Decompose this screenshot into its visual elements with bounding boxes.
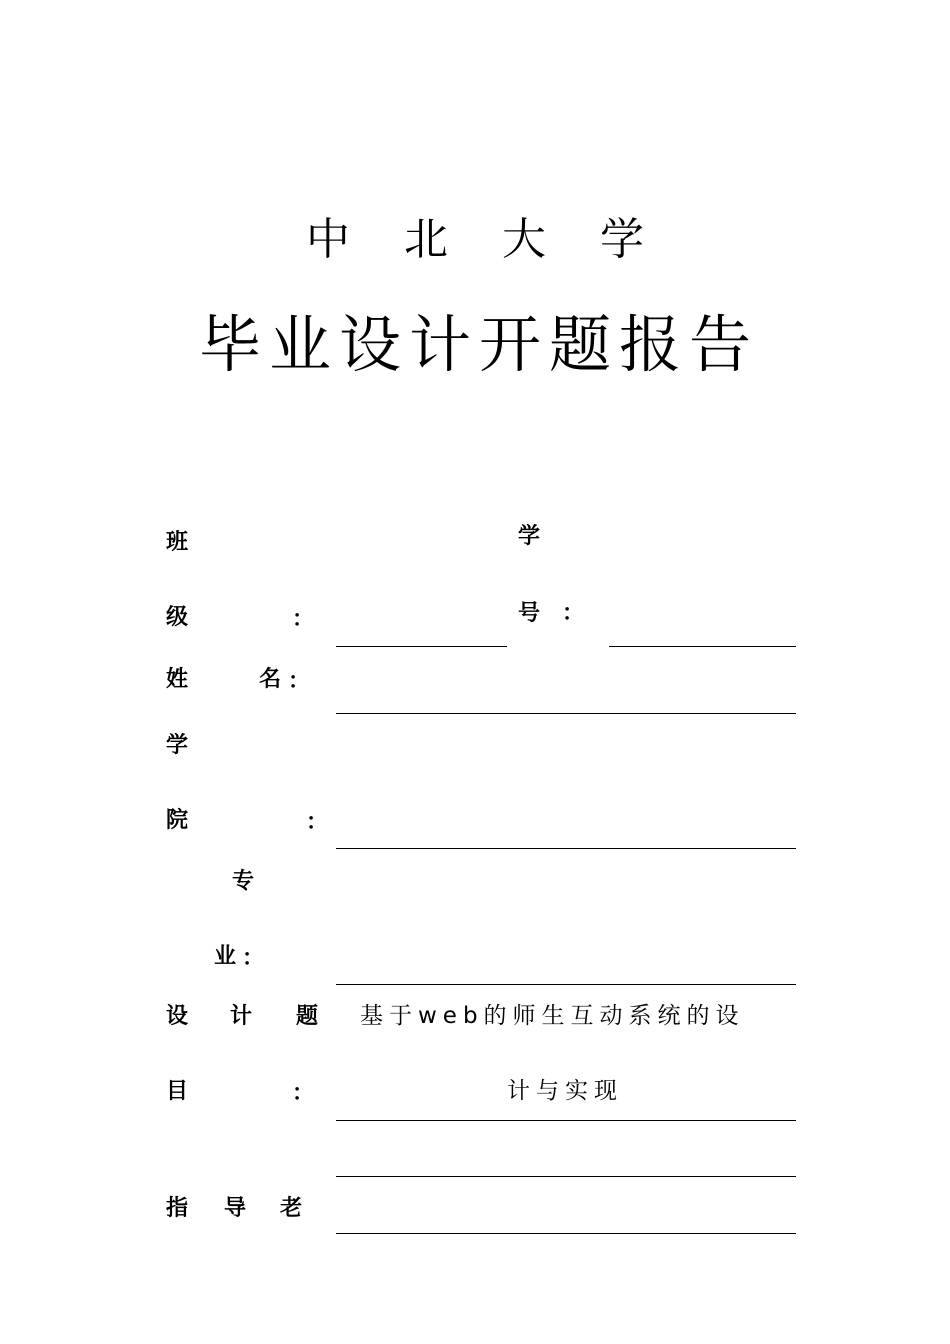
college-label-colon: ： (306, 810, 329, 835)
major-label-char1: 专 (232, 869, 255, 894)
topic-field-line (336, 1120, 796, 1121)
name-label-colon: ： (288, 669, 311, 694)
topic-field-line-extra (336, 1176, 796, 1177)
advisor-label-char1: 指 (166, 1196, 189, 1221)
advisor-label-char2: 导 (224, 1196, 247, 1221)
college-label-char1: 学 (166, 733, 189, 758)
topic-label-char3: 题 (296, 1004, 319, 1029)
major-field-line (336, 984, 796, 985)
major-label-char2: 业 (214, 944, 237, 969)
college-field-line (336, 848, 796, 849)
college-label-char2: 院 (166, 808, 189, 833)
class-label-char1: 班 (166, 530, 189, 555)
advisor-field-line (336, 1233, 796, 1234)
name-label-char1: 姓 (166, 667, 189, 692)
university-name: 中 北 大 学 (306, 214, 664, 265)
topic-label-colon: ： (292, 1081, 315, 1106)
student-no-label-char1: 学 (518, 524, 541, 549)
topic-label-char1: 设 (166, 1004, 189, 1029)
topic-label-char2: 计 (230, 1004, 253, 1029)
class-label-char2: 级 (166, 605, 189, 630)
name-label-char2: 名 (259, 667, 282, 692)
name-field-line (336, 713, 796, 714)
major-label-colon: ： (242, 946, 265, 971)
report-title: 毕业设计开题报告 (198, 308, 759, 381)
topic-label-char4: 目 (166, 1079, 189, 1104)
student-no-label-char2: 号 (518, 601, 541, 626)
topic-value-line2: 计与实现 (507, 1078, 623, 1104)
class-label-colon: ： (292, 607, 315, 632)
student-no-label-colon: ： (562, 601, 585, 626)
student-no-field-line (609, 646, 796, 647)
class-field-line (336, 646, 507, 647)
advisor-label-char3: 老 (280, 1196, 303, 1221)
topic-value-line1: 基于web的师生互动系统的设 (360, 1003, 745, 1029)
